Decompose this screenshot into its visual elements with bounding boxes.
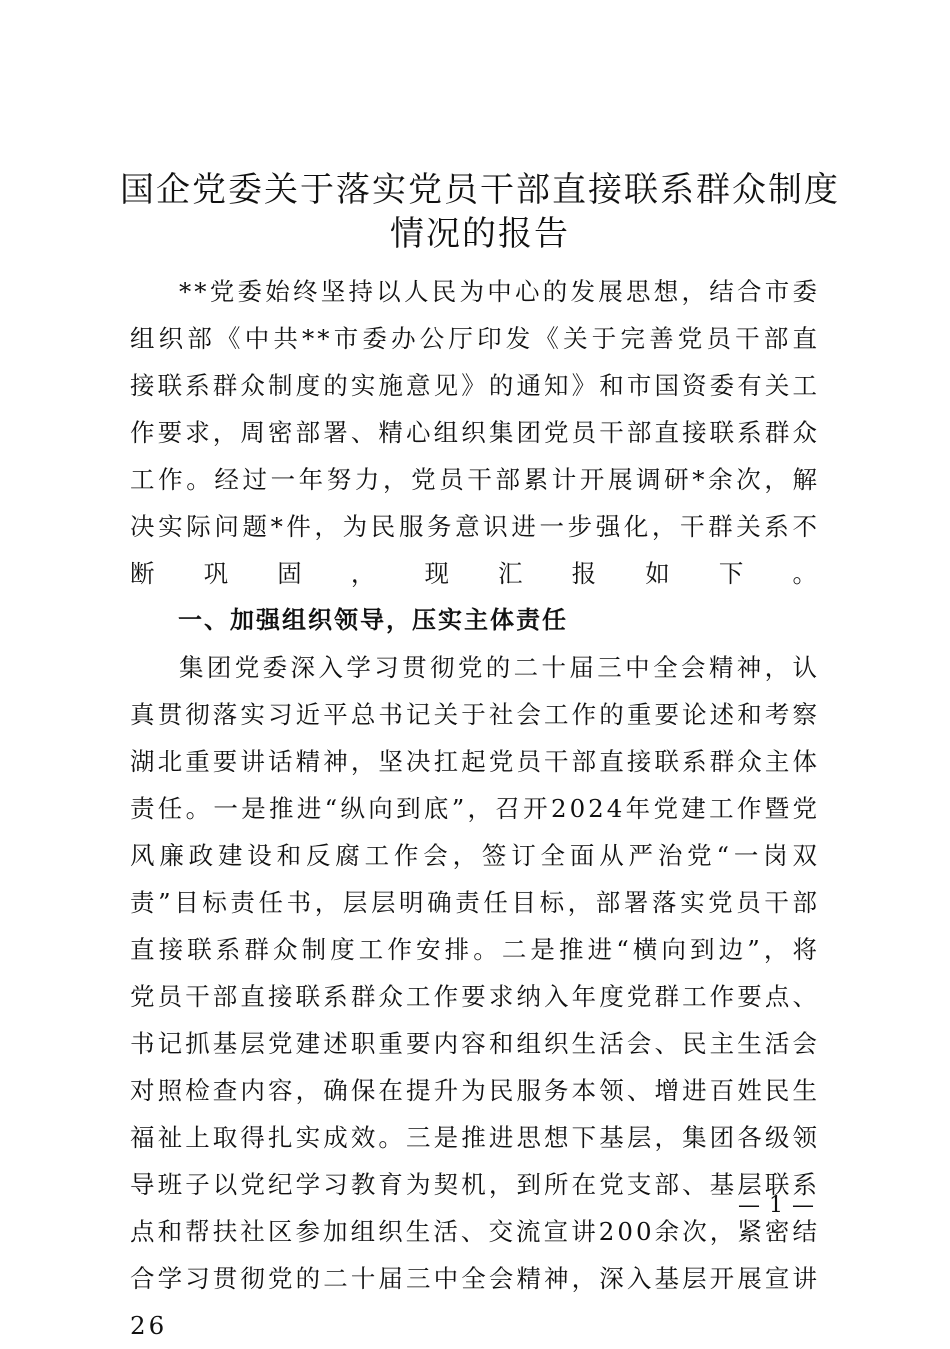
title-line-2: 情况的报告 (390, 214, 570, 254)
page-number: — 1 — (738, 1193, 815, 1218)
section-1-paragraph: 集团党委深入学习贯彻党的二十届三中全会精神，认真贯彻落实习近平总书记关于社会工作的重要论述和考察湖北重要讲话精神，坚决扛起党员干部直接联系群众主体责任。一是推进“纵向到底”，召开2024年党建工作暨党风廉政建设和反腐工作会，签订全面从严治党“一岗双责”目标责任书，层层明确责任目标，部署落实党员干部直接联系群众制度工作安排。二是推进“横向到边”，将党员干部直接联系群众工作要求纳入年度党群工作要点、书记抓基层党建述职重要内容和组织生活会、民主生活会对照检查内容，确保在提升为民服务本领、增进百姓民生福祉上取得扎实成效。三是推进思想下基层，集团各级领导班子以党纪学习教育为契机，到所在党支部、基层联系点和帮扶社区参加组织生活、交流宣讲200余次，紧密结合学习贯彻党的二十届三中全会精神，深入基层开展宣讲26 (130, 653, 820, 1340)
section-1-heading: 一、加强组织领导，压实主体责任 (178, 606, 568, 634)
document-body (130, 268, 820, 1349)
title-line-1: 国企党委关于落实党员干部直接联系群众制度 (120, 170, 840, 210)
document-title (100, 168, 860, 256)
intro-paragraph: **党委始终坚持以人民为中心的发展思想，结合市委组织部《中共**市委办公厅印发《关于完善党员干部直接联系群众制度的实施意见》的通知》和市国资委有关工作要求，周密部署、精心组织集团党员干部直接联系群众工作。经过一年努力，党员干部累计开展调研*余次，解决实际问题*件，为民服务意识进一步强化，干群关系不断巩固，现汇报如下。 (130, 277, 820, 588)
